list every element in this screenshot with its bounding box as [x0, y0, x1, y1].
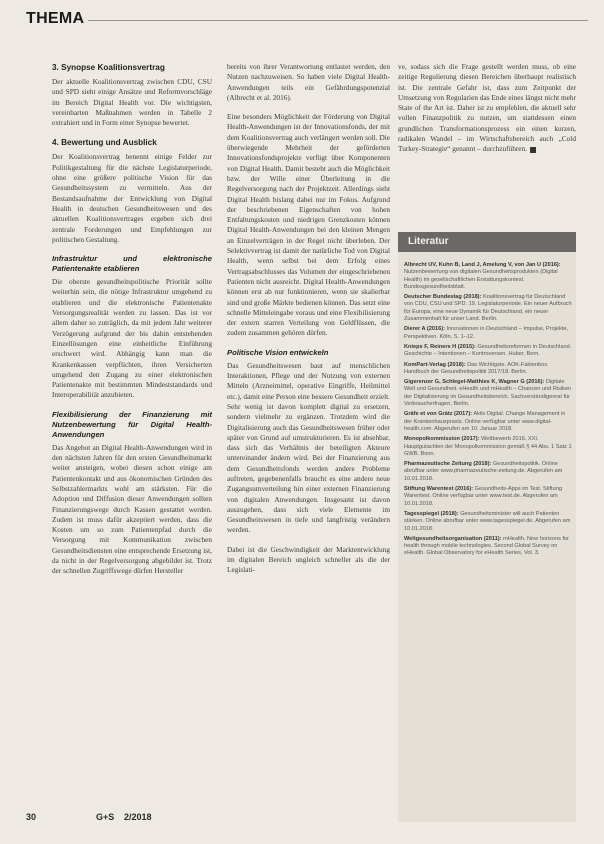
end-of-article-icon [530, 147, 536, 153]
column-middle [227, 62, 390, 585]
literature-author: Gigerenzer G, Schlegel-Matthies K, Wagner G (2016): [404, 379, 545, 386]
literature-list [404, 262, 572, 561]
literature-author: Gräfe et von Grätz (2017): [404, 411, 473, 418]
paragraph-infrastruktur: Die oberste gesundheitspolitische Priorität sollte weiterhin sein, die nötige Infrastruktur umgehend zu etablieren und die elektronische Patientenakte Versorgungsrealität werden zu lassen. Das ist vor allem daher so zuträglich, da mit jedem Jahr weiterer Verzögerung aufgrund der bis dahin entstehenden Einzellösungen eine einheitliche Einführung erschwert wird. Abhängig kann man die Krankenkassen verpflichten, ihren Versicherten umgehend den Zugang zu einer elektronischen Patientenakte mit bestimmten Mindeststandards und Interoperabilität anzubieten. [52, 277, 212, 400]
paragraph-regulierung [398, 62, 576, 155]
subheading-vision: Politische Vision entwickeln [227, 347, 329, 357]
literature-author: Dierer A (2016): [404, 326, 445, 333]
literature-text: Gesundheitsreformen in Deutschland. Geschichte – Intentionen – Kontroversen. Huber, Bern. [404, 343, 572, 358]
literature-author: KomPart-Verlag (2018): [404, 361, 466, 368]
paragraph-vision: Das Gesundheitswesen baut auf menschlichen Interaktionen, Pflege und der Nutzung von externen Mitteln (Arzneimittel, operative Eingriffe, Heilmittel etc.), damit eine Person eine bessere Gesundheit erzielt. Sehr wenig ist davon komplett digital zu ersetzen, sondern vielmehr zu ergänzen. Trotzdem wird die Digitalisierung auch das Gesundheitswesen früher oder später von Grund auf umstrukturieren. Es ist absehbar, dass sich das Verhältnis der beteiligten Akteure untereinander ändern wird. Bei der Finanzierung aus dem Gesundheitsfonds werden andere Probleme auftreten, gegebenenfalls braucht es eine andere neue Zugangsumverteilung hin einer externen Finanzierung von digitalen Anwendungen. Insgesamt ist davon auszugehen, dass sich viele Elemente im Gesundheitswesen in tiefe und langfristig verändern werden. [227, 360, 390, 535]
page-number: 30 [26, 812, 37, 822]
literature-entry [404, 344, 572, 359]
paragraph-geschwindigkeit: Dabei ist die Geschwindigkeit der Marktentwicklung im digitalen Bereich ungleich schneller als die der Legislati- [227, 544, 390, 575]
heading-bewertung: 4. Bewertung und Ausblick [52, 138, 157, 148]
literature-text: Innovationen in Deutschland – Impulse, Projekte, Perspektiven. Köln, S. 1–12. [404, 326, 569, 340]
literature-entry [404, 362, 572, 377]
literature-author: Pharmazeutische Zeitung (2018): [404, 461, 492, 468]
subheading-infrastruktur: Infrastruktur und elektronische Patientenakte etablieren [52, 254, 212, 274]
literature-title: Literatur [408, 236, 449, 247]
heading-synopse: 3. Synopse Koalitionsvertrag [52, 63, 165, 72]
literature-author: Stiftung Warentest (2016): [404, 486, 474, 493]
literature-entry [404, 461, 572, 483]
column-right [398, 62, 576, 164]
paragraph-finanzierung: Das Angebot an Digital Health-Anwendungen wird in den nächsten Jahren für den ersten Gesundheitsmarkt weiter ansteigen, wobei diesen schon einige am Patientenkontakt und aus ökonomischen Gründen des Selbstzahlermarkts wohl am stärksten. Für die Adoption und Diffusion dieser Anwendungen sollten Finanzierungswege durch Kassen gestattet werden. Zudem ist muss dafür akzeptiert werden, dass die Kosten um so zum Patientenpfad durch die Versorgung mit Kommunikation zwischen Gesundheitsdiensten eine entsprechende Ersetzung ist, da nicht in der Regelversorgung abgebildet ist. Trotz der schnellen Zugriffswege dürfen Hersteller [52, 442, 212, 576]
literature-text: Aktiv Digital. Change Management in der Krankenhauspraxis. Online verfügbar unter www.digital-health.com. Abgerufen am 10. Januar 2018. [404, 411, 566, 432]
paragraph-regulierung-text: ve, sodass sich die Frage gestellt werden muss, ob eine zeitige Regulierung diesen Bereichen überhaupt realistisch ist. Die zentrale Gefahr ist, dass zum Zeitpunkt der Umsetzung von Regularien das Ende eines längst nicht mehr State of the Art ist. Daher ist zu empfehlen, die aktuell sehr vollen Finanzpolitik zu nutzen, um stattdessen einen grundlichen Transformationsprozess ein einen kurzen, radikalen Wandel – im Wirtschaftsbereich auch „Cold Turkey-Strategie“ genannt – durchzuführen. [398, 62, 576, 154]
literature-author: Knieps F, Reiners H (2015): [404, 343, 476, 350]
paragraph-nutzen: bereits von ihrer Verantwortung entlastet werden, den Nutzen nachzuweisen. So haben viele Digital Health-Anwendungen teils ein Gefährdungspotenzial (Albrecht et al. 2016). [227, 62, 390, 102]
subheading-finanzierung: Flexibilisierung der Finanzierung mit Nutzenbewertung für Digital Health-Anwendungen [52, 409, 212, 439]
literature-text: Gesundheits-Apps im Test. Stiftung Warentest. Online verfügbar unter www.test.de. Abgerufen am 10.01.2018. [404, 486, 562, 507]
literature-text: Digitale Welt und Gesundheit. eHealth und mHealth – Chancen und Risiken der Digitalisierung im Gesundheitsbereich. Sachverständigenrat für Verbraucherfragen, Berlin. [404, 379, 572, 408]
literature-text: mHealth. New horizons for health through mobile technologies. Second Global Survey on eHealth. Global Observatory for eHealth Series, Vol. 3. [404, 535, 569, 557]
literature-entry [404, 326, 572, 341]
literature-entry [404, 511, 572, 533]
literature-entry [404, 436, 572, 458]
literature-entry [404, 486, 572, 508]
literature-author: Deutscher Bundestag (2018): [404, 294, 482, 301]
header-rule [88, 20, 588, 21]
section-header: THEMA [26, 10, 85, 27]
journal-issue: 2/2018 [124, 812, 152, 822]
literature-author: Monopolkommission (2017): [404, 436, 480, 443]
literature-entry [404, 262, 572, 291]
literature-entry [404, 536, 572, 558]
literature-author: Albrecht UV, Kuhn B, Land J, Amelung V, von Jan U (2016): [404, 262, 561, 268]
literature-text: Gesundheitsminister will auch Patienten stärken. Online abrufbar unter www.tagesspiegel.de. Abgerufen am 10.01.2018. [404, 510, 571, 532]
literature-author: Tagesspiegel (2018): [404, 510, 459, 517]
literature-entry [404, 294, 572, 323]
column-left [52, 62, 212, 586]
literature-text: Nutzenbewertung von digitalen Gesundheitsprodukten (Digital Health) im gesellschaftlichen Erstattungskontext. Bundesgesundheitsblatt. [404, 269, 558, 290]
literature-entry [404, 411, 572, 433]
literature-text: Gesundheitspolitik. Online abrufbar unter www.pharmazeutische-zeitung.de. Abgerufen am 10.01.2018. [404, 461, 563, 482]
literature-entry [404, 379, 572, 408]
literature-author: Weltgesundheitsorganisation (2011): [404, 535, 502, 542]
literature-text: Koalitionsvertrag für Deutschland von CDU, CSU und SPD. 19. Legislaturperiode. Ein neuer Aufbruch für Europa, eine neue Dynamik für Deutschland, ein neuer Zusammenhalt für unser Land. Berlin. [404, 294, 572, 323]
journal-name: G+S [96, 812, 115, 822]
literature-text: Wettbewerb 2016. XXI. Hauptgutachten der Monopolkommission gemäß § 44 Abs. 1 Satz 1 GWB. Bonn. [404, 436, 572, 457]
paragraph-bewertung: Der Koalitionsvertrag benennt einige Felder zur Politikgestaltung für die nächste Legislaturperiode, ohne eine größere politische Vision für das Gesundheitssystem zu vermitteln. Aus der Bestandsaufnahme der Entwicklung von Digital Health in deutschen Gesundheitswesen und des aktuellen Koalitionsvertrages ergeben sich drei zentrale Forderungen und Empfehlungen zur politischen Gestaltung. [52, 152, 212, 244]
paragraph-synopse: Der aktuelle Koalitionsvertrag zwischen CDU, CSU und SPD sieht einige Ansätze und Reformvorschläge im Bereich Digital Health vor. Die wichtigsten, vereinbarten Maßnahmen werden in Tabelle 2 extrahiert und in Form einer Synopse bewertet. [52, 77, 212, 128]
paragraph-innovationsfonds: Eine besonders Möglichkeit der Förderung von Digital Health-Anwendungen ist der Innovationsfonds, der mit dem Koalitionsvertrag auch verlängert werden soll. Die überwiegende Mehrheit der geförderten Innovationsfondsprojekte verfügt über Komponenten von Digital Health. Damit besteht auch die Möglichkeit bzw. der Wille einer Überleitung in die Regelversorgung nach der Projektzeit. Allerdings sieht Digital Health bislang dabei nur im Fokus. Aufgrund der beschriebenen Eigenschaften von hohen Entfaltungskosten und niedrigen Grenzkosten können Digital Health-Anwendungen bei den kleinen Mengen an Einzelverträgen in der Regel nicht überleben. Der Selektivvertrag ist damit der natürliche Tod von Digital Health, wenn selbst bei dem Erfolg eines Vertragsabschlusses das Volumen der eingeschriebenen Patienten nicht ausreicht. Digital Health-Anwendungen können erst ab nur funktionieren, wenn sie skalierbar sind und große Märkte bedienen können. Das setzt eine schnelle Mitteleingabe voraus und eine Flexibilisierung der extern starren Verteilung von Geldflüssen, die zudem zusammen gehören dürfen. [227, 112, 390, 338]
literature-text: Das Wichtigste. AOK-Faktenbox. Handbuch der Gesundheitspolitik 2017/18. Berlin. [404, 361, 549, 375]
